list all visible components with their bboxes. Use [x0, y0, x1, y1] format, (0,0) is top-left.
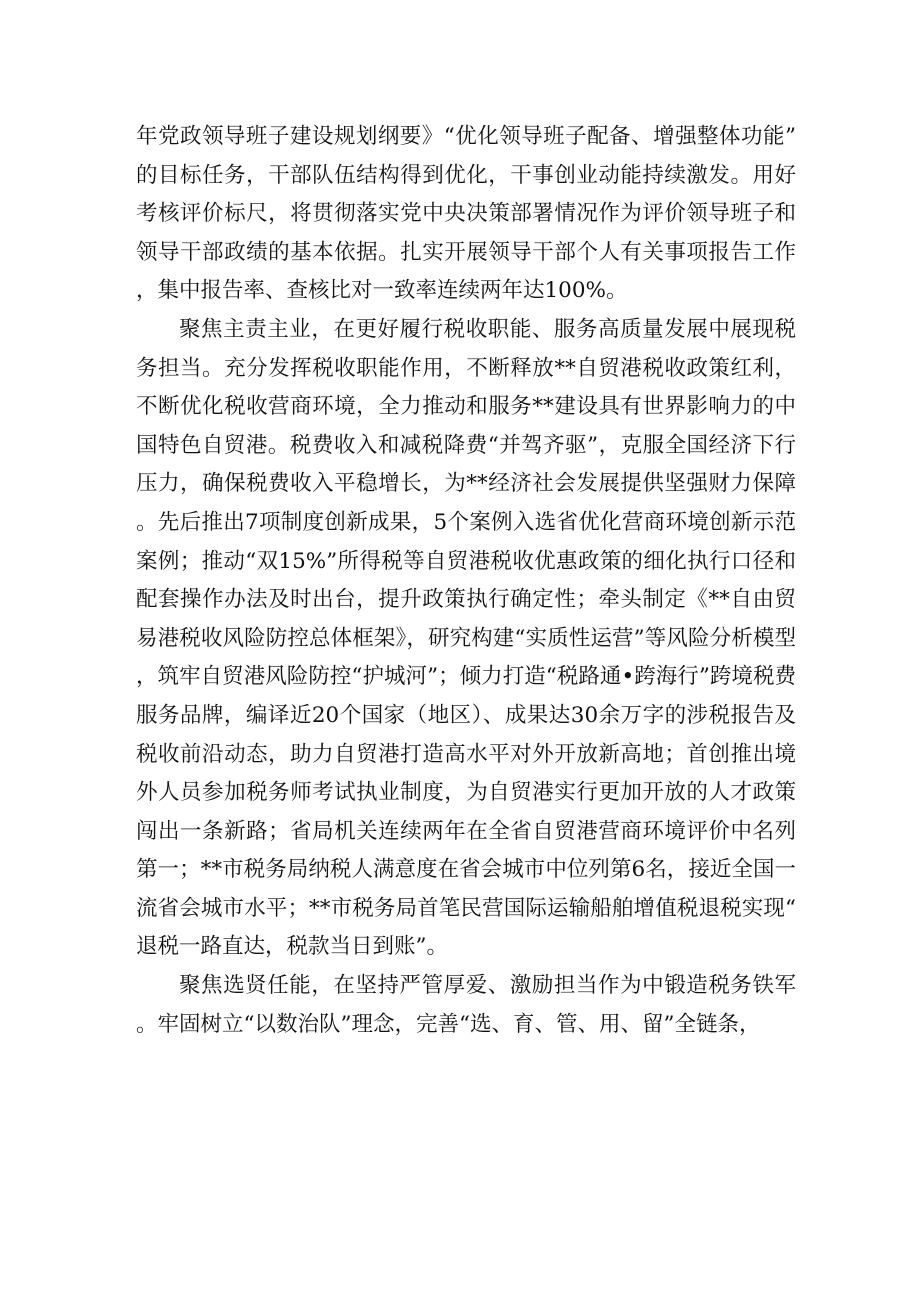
paragraph-2: 聚焦主责主业，在更好履行税收职能、服务高质量发展中展现税务担当。充分发挥税收职能作用，不断释放**自贸港税收政策红利，不断优化税收营商环境，全力推动和服务**建设具有世界影响力的中国特色自贸港。税费收入和减税降费“并驾齐驱”，克服全国经济下行压力，确保税费收入平稳增长，为**经济社会发展提供坚强财力保障。先后推出7项制度创新成果，5个案例入选省优化营商环境创新示范案例；推动“双15%”所得税等自贸港税收优惠政策的细化执行口径和配套操作办法及时出台，提升政策执行确定性；牵头制定《**自由贸易港税收风险防控总体框架》，研究构建“实质性运营”等风险分析模型，筑牢自贸港风险防控“护城河”；倾力打造“税路通•跨海行”跨境税费服务品牌，编译近20个国家（地区）、成果达30余万字的涉税报告及税收前沿动态，助力自贸港打造高水平对外开放新高地；首创推出境外人员参加税务师考试执业制度，为自贸港实行更加开放的人才政策闯出一条新路；省局机关连续两年在全省自贸港营商环境评价中名列第一；**市税务局纳税人满意度在省会城市中位列第6名，接近全国一流省会城市水平；**市税务局首笔民营国际运输船舶增值税退税实现“退税一路直达，税款当日到账”。	[136, 316, 796, 960]
paragraph-3: 聚焦选贤任能，在坚持严管厚爱、激励担当作为中锻造税务铁军。牢固树立“以数治队”理念，完善“选、育、管、用、留”全链条，	[136, 973, 796, 1037]
paragraph-1: 年党政领导班子建设规划纲要》“优化领导班子配备、增强整体功能”的目标任务，干部队伍结构得到优化，干事创业动能持续激发。用好考核评价标尺，将贯彻落实党中央决策部署情况作为评价领导班子和领导干部政绩的基本依据。扎实开展领导干部个人有关事项报告工作，集中报告率、查核比对一致率连续两年达100%。	[136, 124, 796, 304]
document-body	[136, 118, 796, 1044]
